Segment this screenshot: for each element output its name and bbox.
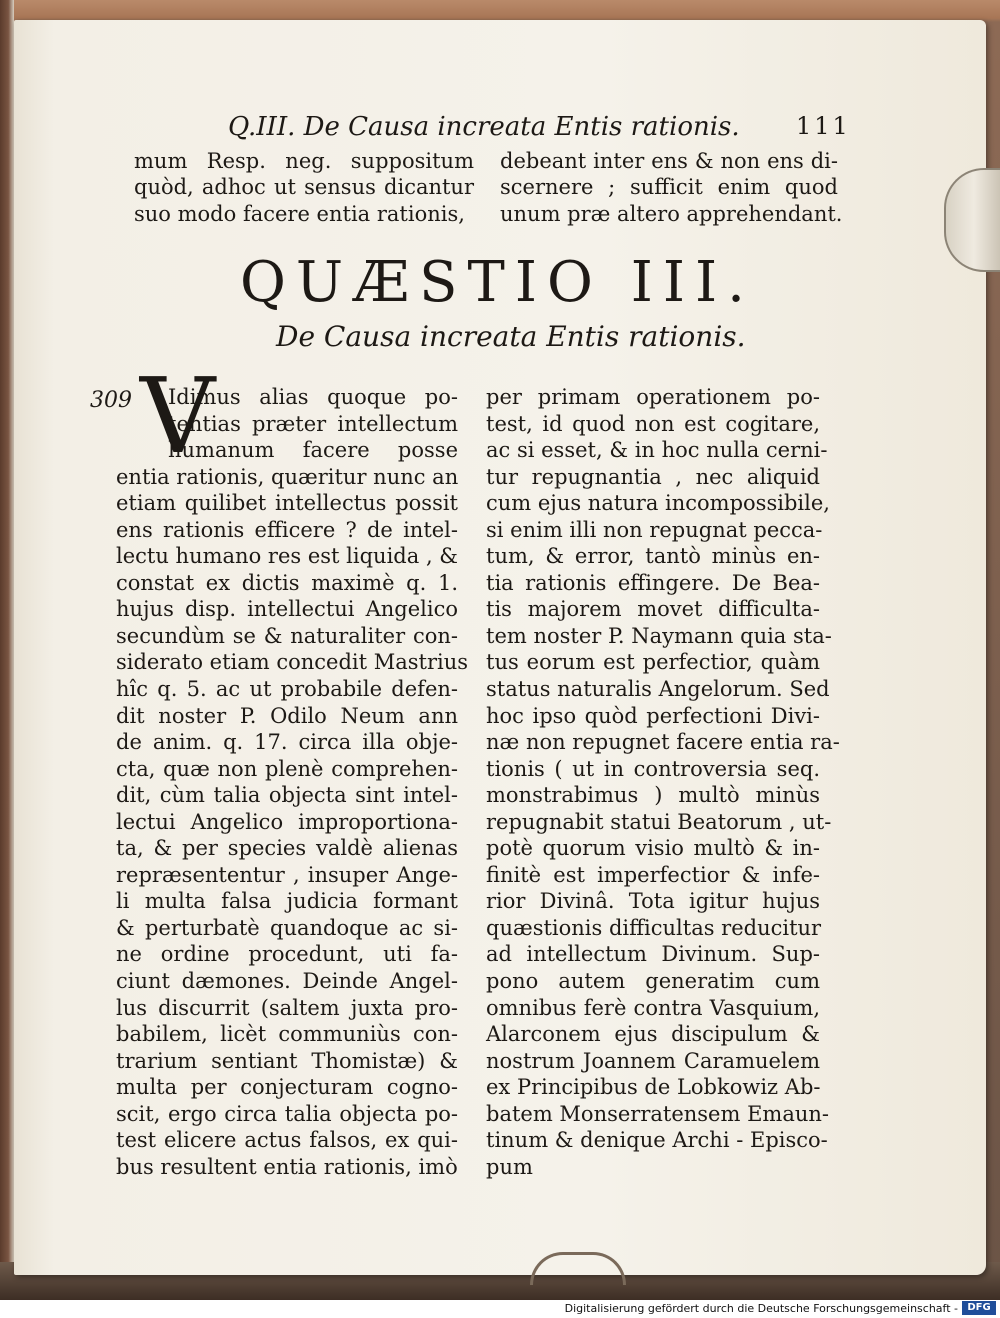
text-line: test, id quod non est cogitare,	[486, 411, 820, 436]
section-subtitle: De Causa increata Entis rationis.	[276, 320, 746, 353]
text-line: de anim. q. 17. circa illa obje-	[116, 730, 458, 755]
book-spine-edge	[0, 0, 14, 1300]
text-line: lectu humano res est liquida , &	[116, 544, 458, 569]
top-left-column	[134, 148, 474, 227]
text-line: næ non repugnet facere entia ra-	[486, 730, 840, 755]
text-line: scit, ergo circa talia objecta po-	[116, 1101, 458, 1126]
text-line: potè quorum visio multò & in-	[486, 836, 820, 861]
running-title: Q.III. De Causa increata Entis rationis.	[228, 112, 740, 142]
text-line: tum, & error, tantò minùs en-	[486, 544, 820, 569]
text-line: monstrabimus ) multò minùs	[486, 783, 820, 808]
text-line: lus discurrit (saltem juxta pro-	[116, 995, 458, 1020]
text-line: batem Monserratensem Emaun-	[486, 1101, 829, 1126]
text-line: tem noster P. Naymann quia sta-	[486, 623, 832, 648]
page-tab-clip	[944, 168, 1000, 272]
text-line: ta, & per species valdè alienas	[116, 836, 458, 861]
text-line: ciunt dæmones. Deinde Angel-	[116, 969, 458, 994]
text-line: pono autem generatim cum	[486, 969, 820, 994]
text-line: tentias præter intellectum	[168, 411, 458, 436]
text-line: lectui Angelico improportiona-	[116, 809, 458, 834]
text-line: tur repugnantia , nec aliquid	[486, 464, 820, 489]
bottom-clip	[530, 1252, 626, 1285]
text-line: tis majorem movet difficulta-	[486, 597, 820, 622]
text-line: si enim illi non repugnat pecca-	[486, 517, 823, 542]
text-line: repræsententur , insuper Ange-	[116, 862, 458, 887]
text-line: dit noster P. Odilo Neum ann	[116, 703, 458, 728]
footer-credit: Digitalisierung gefördert durch die Deutsche Forschungsgemeinschaft -	[564, 1302, 958, 1315]
text-line: ex Principibus de Lobkowiz Ab-	[486, 1075, 821, 1100]
text-line: tionis ( ut in controversia seq.	[486, 756, 820, 781]
text-line: etiam quilibet intellectus possit	[116, 491, 458, 516]
text-line: entia rationis, quæritur nunc an	[116, 464, 459, 489]
text-line: nostrum Joannem Caramuelem	[486, 1048, 820, 1073]
text-line: unum præ altero apprehendant.	[500, 201, 843, 226]
text-line: hîc q. 5. ac ut probabile defen-	[116, 677, 458, 702]
top-right-column	[500, 148, 843, 227]
text-line: ne ordine procedunt, uti fa-	[116, 942, 458, 967]
text-line: hujus disp. intellectui Angelico	[116, 597, 458, 622]
text-line: ad intellectum Divinum. Sup-	[486, 942, 820, 967]
text-line: finitè est imperfectior & infe-	[486, 862, 820, 887]
text-line: quòd, adhoc ut sensus dicantur	[134, 175, 474, 200]
text-line: Alarconem ejus discipulum &	[486, 1022, 820, 1047]
section-title: QUÆSTIO III.	[240, 250, 755, 315]
text-line: constat ex dictis maximè q. 1.	[116, 570, 458, 595]
text-line: per primam operationem po-	[486, 385, 820, 409]
text-line: & perturbatè quandoque ac si-	[116, 915, 458, 940]
text-line: hoc ipso quòd perfectioni Divi-	[486, 703, 820, 728]
page-number: 111	[796, 112, 851, 140]
text-line: humanum facere posse	[168, 438, 458, 463]
text-line: bus resultent entia rationis, imò	[116, 1154, 458, 1179]
text-line: mum Resp. neg. suppositum	[134, 149, 474, 173]
text-line: pum	[486, 1154, 533, 1179]
text-line: ac si esset, & in hoc nulla cerni-	[486, 438, 828, 463]
text-line: cum ejus natura incompossibile,	[486, 491, 830, 516]
text-line: Idimus alias quoque po-	[168, 385, 458, 409]
text-line: siderato etiam concedit Mastrius	[116, 650, 469, 675]
text-line: tia rationis effingere. De Bea-	[486, 570, 820, 595]
text-line: trarium sentiant Thomistæ) &	[116, 1048, 458, 1073]
dfg-logo: DFG	[962, 1301, 996, 1315]
text-line: quæstionis difficultas reducitur	[486, 915, 822, 940]
drop-cap: V	[140, 355, 216, 477]
text-line: scernere ; sufficit enim quod	[500, 175, 838, 200]
text-line: multa per conjecturam cogno-	[116, 1075, 458, 1100]
text-line: tinum & denique Archi - Episco-	[486, 1128, 828, 1153]
body-right-column	[486, 384, 840, 1180]
text-line: rior Divinâ. Tota igitur hujus	[486, 889, 820, 914]
text-line: tus eorum est perfectior, quàm	[486, 650, 820, 675]
margin-number: 309	[90, 388, 132, 413]
text-line: li multa falsa judicia formant	[116, 889, 458, 914]
text-line: debeant inter ens & non ens di-	[500, 149, 838, 173]
text-line: repugnabit statui Beatorum , ut-	[486, 809, 832, 834]
text-line: test elicere actus falsos, ex qui-	[116, 1128, 458, 1153]
text-line: status naturalis Angelorum. Sed	[486, 677, 830, 702]
text-line: babilem, licèt communiùs con-	[116, 1022, 458, 1047]
text-line: omnibus ferè contra Vasquium,	[486, 995, 820, 1020]
text-line: secundùm se & naturaliter con-	[116, 623, 458, 648]
text-line: cta, quæ non plenè comprehen-	[116, 756, 458, 781]
text-line: suo modo facere entia rationis,	[134, 201, 465, 226]
text-line: dit, cùm talia objecta sint intel-	[116, 783, 458, 808]
body-left-column	[116, 384, 469, 1180]
text-line: ens rationis efficere ? de intel-	[116, 517, 458, 542]
